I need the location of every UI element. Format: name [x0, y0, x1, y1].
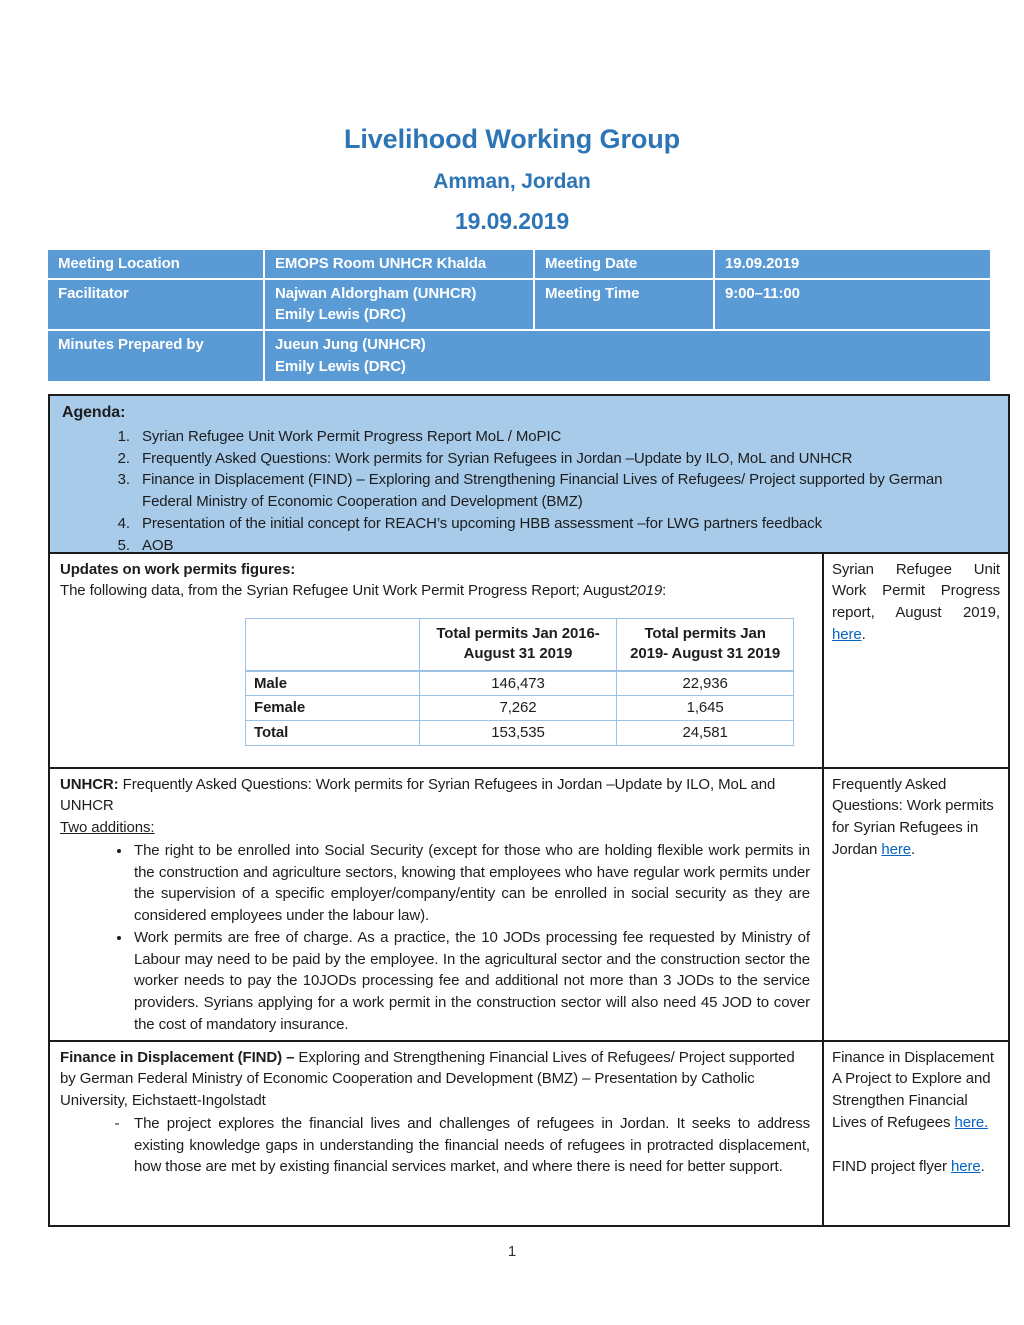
- meeting-info-row-3: [48, 331, 990, 381]
- find-heading: Finance in Displacement (FIND) – Exploring and Strengthening Financial Lives of Refugees/ Project supported by German Federal Ministry of Economic Cooperation and Development (BMZ) – Presentation by Catholic University, Eichstaett-Ingolstadt: [60, 1048, 795, 1110]
- wp-report-link[interactable]: here: [832, 625, 862, 643]
- page-number: 1: [507, 1242, 517, 1260]
- minutes-prepared-value: [265, 331, 990, 381]
- agenda-item-5: 5. AOB: [134, 535, 996, 554]
- work-permits-data-table: [245, 618, 794, 746]
- find-project-link[interactable]: here.: [954, 1113, 989, 1131]
- agenda-heading: Agenda:: [62, 403, 126, 421]
- agenda-list: [62, 426, 996, 554]
- title-block: [0, 0, 1024, 238]
- wp-female-label: Female: [246, 696, 420, 721]
- document-subtitle-date: 19.09.2019: [454, 207, 570, 234]
- meeting-time-value: 9:00–11:00: [715, 280, 990, 332]
- wp-row-total: [246, 721, 794, 746]
- wp-header-2016: Total permits Jan 2016- August 31 2019: [419, 619, 617, 671]
- minutes-author-1: Jueun Jung (UNHCR): [275, 336, 426, 354]
- agenda-section: [50, 396, 1008, 554]
- find-flyer-link[interactable]: here: [950, 1157, 981, 1175]
- wp-female-2016: 7,262: [419, 696, 617, 721]
- wp-header-empty: [246, 619, 420, 671]
- side-note-spacer: [832, 1134, 1000, 1156]
- wp-row-female: [246, 696, 794, 721]
- wp-header-row: [246, 619, 794, 671]
- facilitator-label: Facilitator: [48, 280, 265, 332]
- meeting-time-label: Meeting Time: [535, 280, 715, 332]
- meeting-info-row-2: [48, 280, 990, 332]
- find-section: [50, 1042, 1008, 1225]
- agenda-item-4: 4. Presentation of the initial concept for REACH’s upcoming HBB assessment –for LWG partners feedback: [134, 513, 996, 535]
- meeting-location-label: Meeting Location: [48, 250, 265, 280]
- meeting-date-value: 19.09.2019: [715, 250, 990, 280]
- meeting-info-table: [48, 250, 990, 381]
- document-subtitle-location: Amman, Jordan: [433, 170, 591, 194]
- faq-side-note: Frequently Asked Questions: Work permits for Syrian Refugees in Jordan here.: [832, 775, 994, 858]
- wp-male-2019: 22,936: [617, 671, 794, 696]
- meeting-date-label: Meeting Date: [535, 250, 715, 280]
- work-permits-intro: The following data, from the Syrian Refugee Unit Work Permit Progress Report; August2019:: [60, 582, 667, 600]
- document-title: Livelihood Working Group: [343, 124, 681, 154]
- minutes-prepared-label: Minutes Prepared by: [48, 331, 265, 381]
- faq-link[interactable]: here: [881, 840, 911, 858]
- faq-bullet-list: [60, 840, 810, 1036]
- faq-bullet-1: • The right to be enrolled into Social Security (except for those who are holding flexible work permits in the construction and agriculture sectors, knowing that employees who have regular work permits under the supervision of a specific employer/company/entity can be enrolled in social security as they are considered employees under the labour law).: [132, 840, 810, 927]
- dash-bullet-marker: -: [114, 1114, 120, 1132]
- faq-subheading: Two additions:: [60, 819, 155, 837]
- work-permits-section: [50, 554, 1008, 769]
- wp-male-2016: 146,473: [419, 671, 617, 696]
- facilitator-name-2: Emily Lewis (DRC): [275, 306, 406, 324]
- find-bullet-text: The project explores the financial lives and challenges of refugees in Jordan. It seeks to address existing knowledge gaps in understanding the financial needs of refugees in protracted displacement, how those are met by existing financial services market, and where there is need for better support.: [134, 1114, 810, 1176]
- wp-male-label: Male: [246, 671, 420, 696]
- find-side-note: [824, 1042, 1008, 1225]
- minutes-author-2: Emily Lewis (DRC): [275, 357, 406, 375]
- minutes-table: [48, 394, 1010, 1227]
- faq-section: [50, 769, 1008, 1042]
- wp-female-2019: 1,645: [617, 696, 794, 721]
- find-content: [50, 1042, 824, 1225]
- find-note-title: Finance in Displacement: [832, 1048, 994, 1066]
- faq-heading: UNHCR: Frequently Asked Questions: Work permits for Syrian Refugees in Jordan –Update by ILO, MoL and UNHCR: [60, 775, 776, 815]
- work-permits-side-note: Syrian Refugee Unit Work Permit Progress report, August 2019, here.: [832, 560, 1000, 643]
- find-note-project: A Project to Explore and Strengthen Financial Lives of Refugees here.: [832, 1070, 991, 1131]
- find-bullet-item: [60, 1113, 810, 1178]
- wp-total-2019: 24,581: [617, 721, 794, 746]
- work-permits-heading: Updates on work permits figures:: [60, 560, 296, 578]
- facilitator-value: [265, 280, 535, 332]
- wp-row-male: [246, 671, 794, 696]
- agenda-item-1: 1. Syrian Refugee Unit Work Permit Progress Report MoL / MoPIC: [134, 426, 996, 448]
- wp-total-2016: 153,535: [419, 721, 617, 746]
- wp-total-label: Total: [246, 721, 420, 746]
- meeting-location-value: EMOPS Room UNHCR Khalda: [265, 250, 535, 280]
- find-note-flyer: FIND project flyer here.: [832, 1157, 985, 1175]
- facilitator-name-1: Najwan Aldorgham (UNHCR): [275, 284, 477, 302]
- faq-bullet-2: • Work permits are free of charge. As a practice, the 10 JODs processing fee requested by Ministry of Labour may need to be paid by the employee. In the agricultural sector and the construction sector the worker needs to pay the 10JODs processing fee and additional not more than 3 JODs to the service providers. Syrians applying for a work permit in the construction sector will also need 45 JOD to cover the cost of mandatory insurance.: [132, 927, 810, 1036]
- agenda-item-2: 2. Frequently Asked Questions: Work permits for Syrian Refugees in Jordan –Update by ILO, MoL and UNHCR: [134, 448, 996, 470]
- meeting-info-row-1: [48, 250, 990, 280]
- agenda-item-3: 3. Finance in Displacement (FIND) – Exploring and Strengthening Financial Lives of Refugees/ Project supported by German Federal Ministry of Economic Cooperation and Development (BMZ): [134, 469, 996, 513]
- work-permits-content: [50, 554, 824, 767]
- intro-year-italic: 2019: [629, 582, 663, 600]
- wp-header-2019: Total permits Jan 2019- August 31 2019: [617, 619, 794, 671]
- faq-content: [50, 769, 824, 1040]
